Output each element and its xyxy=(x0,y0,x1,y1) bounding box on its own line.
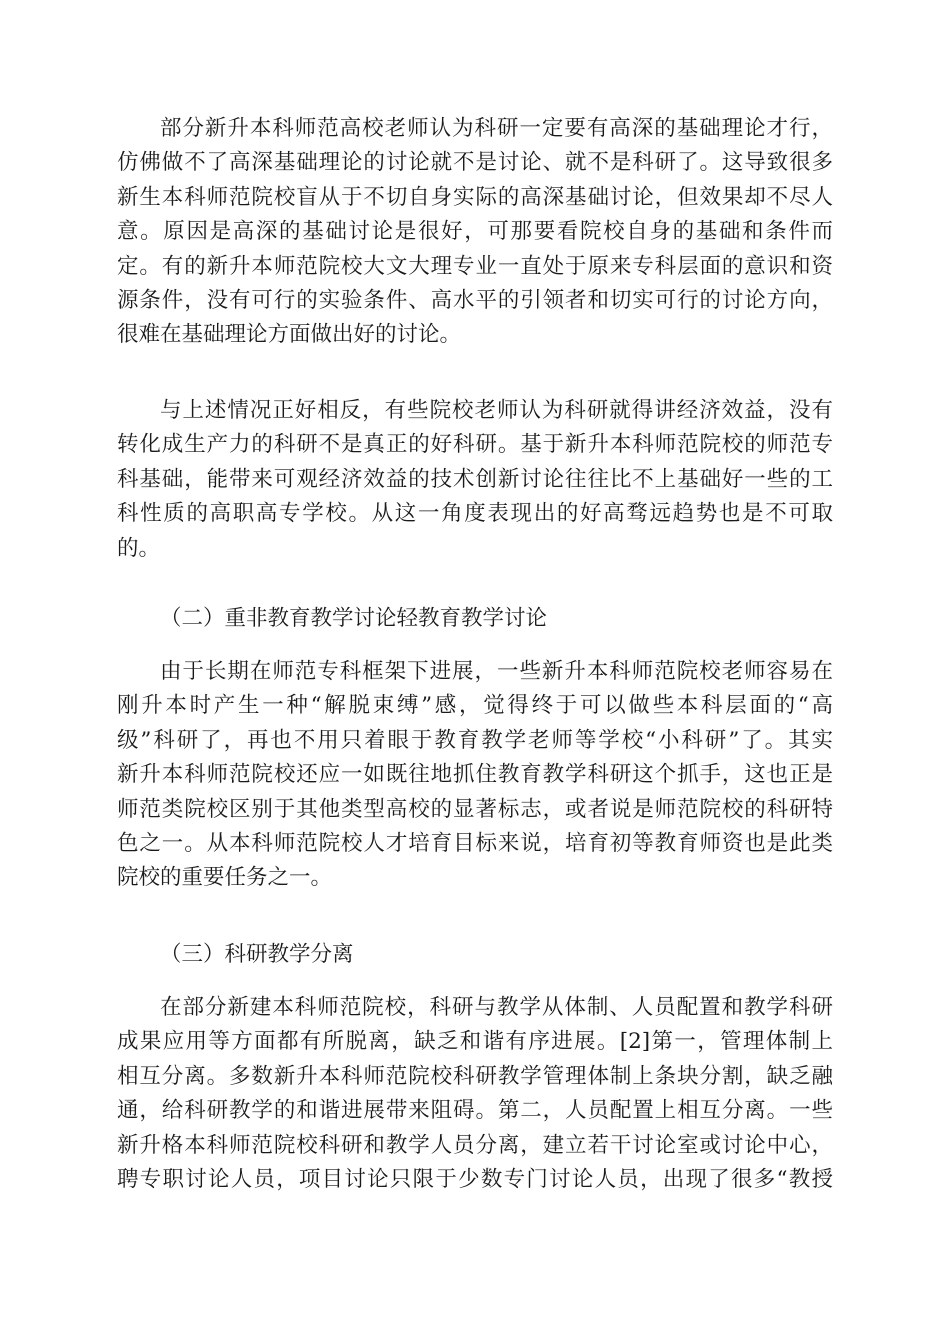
text-line: 转化成生产力的科研不是真正的好科研。基于新升本科师范院校的师范专 xyxy=(117,432,833,458)
text-line: 成果应用等方面都有所脱离，缺乏和谐有序进展。[2]第一，管理体制上 xyxy=(117,1029,833,1055)
text-line: 色之一。从本科师范院校人才培育目标来说，培育初等教育师资也是此类 xyxy=(117,831,833,857)
text-line: 与上述情况正好相反，有些院校老师认为科研就得讲经济效益，没有 xyxy=(160,398,833,423)
text-line: 相互分离。多数新升本科师范院校科研教学管理体制上条块分割，缺乏融 xyxy=(117,1063,833,1089)
text-line: 新升格本科师范院校科研和教学人员分离，建立若干讨论室或讨论中心， xyxy=(117,1132,833,1158)
text-line: 由于长期在师范专科框架下进展，一些新升本科师范院校老师容易在 xyxy=(160,659,833,684)
text-line: 很难在基础理论方面做出好的讨论。 xyxy=(117,322,462,348)
paragraph-teaching-research xyxy=(117,655,833,896)
text-line: 师范类院校区别于其他类型高校的显著标志，或者说是师范院校的科研特 xyxy=(117,796,833,822)
text-line: 的。 xyxy=(117,535,161,561)
text-line: 通，给科研教学的和谐进展带来阻碍。第二，人员配置上相互分离。一些 xyxy=(117,1098,833,1124)
paragraph-research-theory xyxy=(117,112,833,353)
text-line: 聘专职讨论人员，项目讨论只限于少数专门讨论人员，出现了很多“教授 xyxy=(117,1167,833,1193)
section-heading-two: （二）重非教育教学讨论轻教育教学讨论 xyxy=(160,606,548,631)
text-line: 院校的重要任务之一。 xyxy=(117,865,333,891)
text-line: 在部分新建本科师范院校，科研与教学从体制、人员配置和教学科研 xyxy=(160,995,833,1020)
text-line: 部分新升本科师范高校老师认为科研一定要有高深的基础理论才行， xyxy=(160,116,833,141)
text-line: 科基础，能带来可观经济效益的技术创新讨论往往比不上基础好一些的工 xyxy=(117,466,833,492)
text-line: 源条件，没有可行的实验条件、高水平的引领者和切实可行的讨论方向， xyxy=(117,288,833,314)
text-line: 科性质的高职高专学校。从这一角度表现出的好高骛远趋势也是不可取 xyxy=(117,501,833,527)
text-line: 刚升本时产生一种“解脱束缚”感，觉得终于可以做些本科层面的“高 xyxy=(117,693,833,719)
paragraph-economic-benefit xyxy=(117,394,833,566)
text-line: 级”科研了，再也不用只着眼于教育教学老师等学校“小科研”了。其实 xyxy=(117,727,833,753)
section-heading-three: （三）科研教学分离 xyxy=(160,942,354,967)
paragraph-separation xyxy=(117,991,833,1197)
text-line: 仿佛做不了高深基础理论的讨论就不是讨论、就不是科研了。这导致很多 xyxy=(117,150,833,176)
text-line: 意。原因是高深的基础讨论是很好，可那要看院校自身的基础和条件而 xyxy=(117,219,833,245)
text-line: 新生本科师范院校盲从于不切自身实际的高深基础讨论，但效果却不尽人 xyxy=(117,184,833,210)
text-line: 新升本科师范院校还应一如既往地抓住教育教学科研这个抓手，这也正是 xyxy=(117,762,833,788)
text-line: 定。有的新升本师范院校大文大理专业一直处于原来专科层面的意识和资 xyxy=(117,253,833,279)
